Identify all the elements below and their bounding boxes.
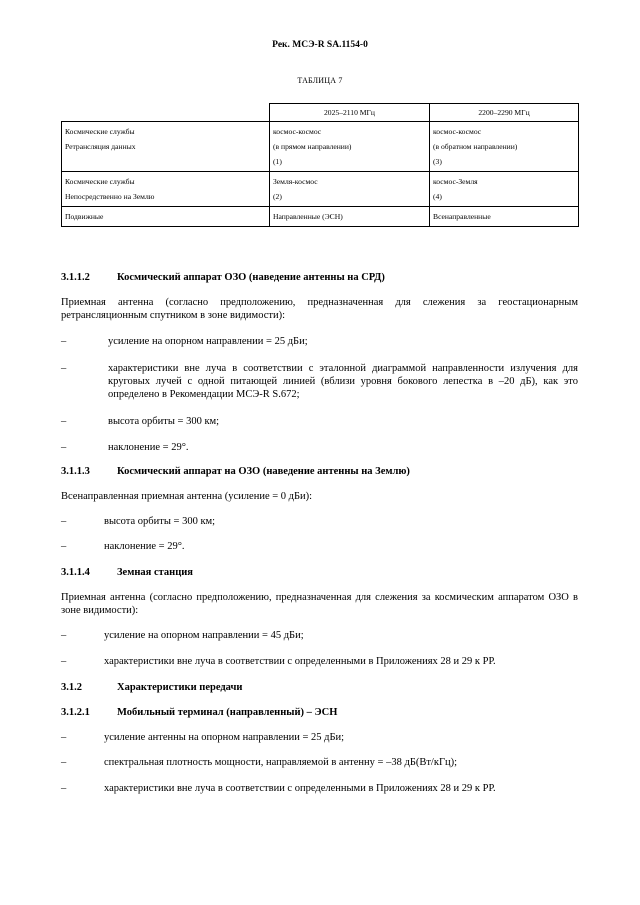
paragraph: Всенаправленная приемная антенна (усиление = 0 дБи): [61,491,313,502]
section-number: 3.1.1.4 [61,567,90,578]
table-header-cell: 2200–2290 МГц [430,104,579,122]
table-row [62,207,579,227]
table-cell: Всенаправленные [430,207,579,227]
section-number: 3.1.2.1 [61,707,90,718]
table-empty-cell [62,104,270,122]
list-item [61,540,578,553]
section-heading [61,681,578,694]
table-cell [430,172,579,207]
list-item-text: наклонение = 29°. [108,442,189,453]
table-cell-line: (в обратном направлении) [433,142,518,151]
list-item [61,756,578,769]
section-heading [61,566,578,579]
table-cell-line: Космические службы [65,177,135,186]
table-cell-line: (2) [273,192,282,201]
table-header-row [62,104,579,122]
table-cell-line: (1) [273,157,282,166]
table-cell [430,122,579,172]
table-cell: Направленные (ЭСН) [270,207,430,227]
list-item [61,629,578,642]
table-cell-line: Ретрансляция данных [65,142,136,151]
list-item [61,655,578,668]
table-cell-line: космос-Земля [433,177,478,186]
list-item-text: высота орбиты = 300 км; [104,516,216,527]
list-item [61,515,578,528]
list-item-text: усиление на опорном направлении = 45 дБи; [104,630,304,641]
list-item [61,362,578,401]
list-dash: – [61,363,67,374]
table-cell-line: космос-космос [273,127,322,136]
table-cell-line: (в прямом направлении) [273,142,352,151]
table-cell [270,122,430,172]
list-item [61,731,578,744]
table-cell-line: космос-космос [433,127,482,136]
list-dash: – [61,416,67,427]
table-caption: ТАБЛИЦА 7 [297,76,343,85]
list-item-text: характеристики вне луча в соответствии с определенными в Приложениях 28 и 29 к РР. [104,783,496,794]
section-number: 3.1.2 [61,682,82,693]
table-cell [270,172,430,207]
frequency-table [61,103,579,227]
list-dash: – [61,516,67,527]
section-title: Земная станция [117,567,193,578]
list-item [61,335,578,348]
list-dash: – [61,630,67,641]
paragraph: Приемная антенна (согласно предположению, предназначенная для слежения за космическим аппаратом ОЗО в зоне видимости): [61,592,578,616]
list-dash: – [61,757,67,768]
list-dash: – [61,442,67,453]
list-item [61,415,578,428]
table-row [62,122,579,172]
list-dash: – [61,541,67,552]
section-heading [61,706,578,719]
table-cell-line: (4) [433,192,442,201]
section-number: 3.1.1.3 [61,466,90,477]
section-heading [61,271,578,284]
list-dash: – [61,732,67,743]
table-cell-line: Непосредственно на Землю [65,192,155,201]
section-title: Космический аппарат на ОЗО (наведение антенны на Землю) [117,466,410,477]
table-row [62,172,579,207]
list-item-text: усиление антенны на опорном направлении = 25 дБи; [104,732,345,743]
list-item-text: наклонение = 29°. [104,541,185,552]
list-item-text: спектральная плотность мощности, направляемой в антенну = –38 дБ(Вт/кГц); [104,757,458,768]
table-cell-line: (3) [433,157,442,166]
list-item [61,782,578,795]
paragraph: Приемная антенна (согласно предположению, предназначенная для слежения за геостационарным ретрансляционным спутником в зоне видимости): [61,297,578,321]
list-item-text: характеристики вне луча в соответствии с эталонной диаграммой направленности излучения для круговых лучей с одной питающей линией (вблизи уровня бокового лепестка в –20 дБ), как это определено в Рекомендации МСЭ-R S.672; [108,363,578,400]
list-item [61,441,578,454]
list-item-text: высота орбиты = 300 км; [108,416,220,427]
section-title: Космический аппарат ОЗО (наведение антенны на СРД) [117,272,385,283]
table-cell [62,122,270,172]
list-dash: – [61,656,67,667]
list-item-text: характеристики вне луча в соответствии с определенными в Приложениях 28 и 29 к РР. [104,656,496,667]
section-title: Характеристики передачи [117,682,243,693]
section-number: 3.1.1.2 [61,272,90,283]
table-cell-line: Космические службы [65,127,135,136]
table-cell-line: Земля-космос [273,177,318,186]
page-header: Рек. МСЭ-R SA.1154-0 [272,40,368,50]
section-heading [61,465,578,478]
table-cell: Подвижные [62,207,270,227]
table-header-cell: 2025–2110 МГц [270,104,430,122]
section-title: Мобильный терминал (направленный) – ЭСН [117,707,338,718]
list-dash: – [61,783,67,794]
list-dash: – [61,336,67,347]
table-cell [62,172,270,207]
list-item-text: усиление на опорном направлении = 25 дБи; [108,336,308,347]
